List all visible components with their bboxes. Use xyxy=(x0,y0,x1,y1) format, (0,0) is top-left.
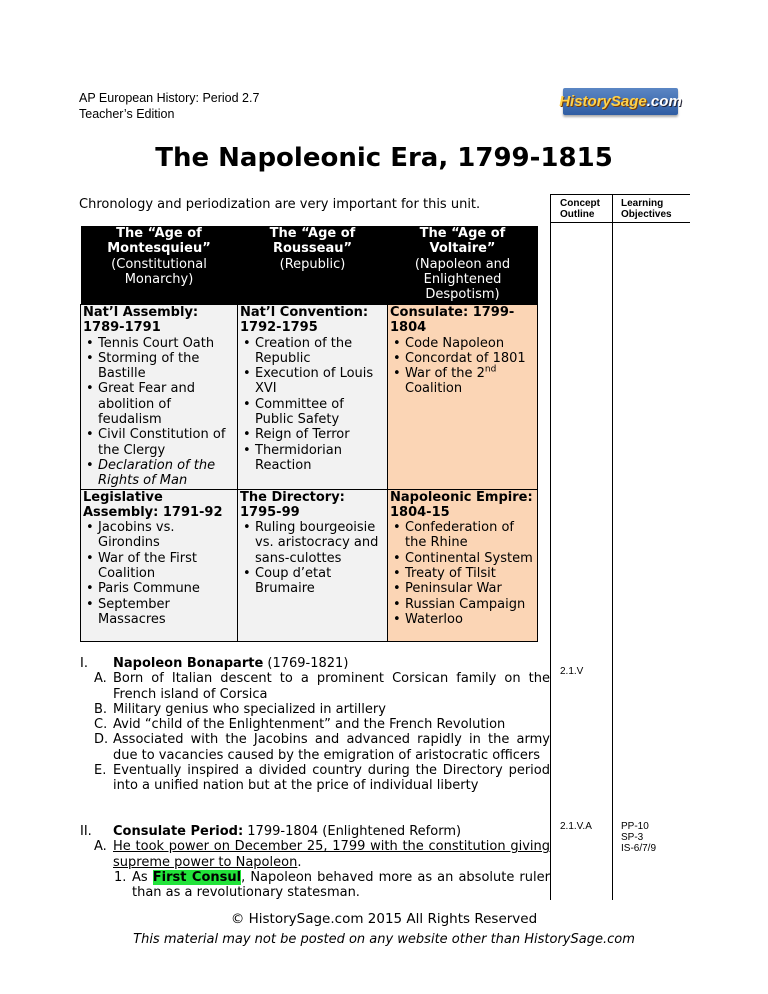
concept-ref-1: 2.1.V xyxy=(560,666,584,677)
course-title: AP European History: Period 2.7 xyxy=(79,91,260,105)
list-item: 1. As First Consul, Napoleon behaved more as an absolute ruler than as a revolutionary statesman. xyxy=(114,869,550,901)
footer-copyright: © HistorySage.com 2015 All Rights Reserved xyxy=(230,911,538,927)
cell-national-convention: Nat’l Convention: 1792-1795 • Creation of the Republic • Execution of Louis XVI • Committee of Public Safety • Reign of Terror • Thermidorian Reaction xyxy=(238,305,388,490)
side-rule-middle xyxy=(612,194,613,900)
cell-legislative-assembly: Legislative Assembly: 1791-92 • Jacobins vs. Girondins • War of the First Coalition • Paris Commune • September Massacres xyxy=(81,489,238,641)
intro-text: Chronology and periodization are very important for this unit. xyxy=(79,197,481,212)
chronology-table xyxy=(80,226,538,642)
cell-napoleonic-empire: Napoleonic Empire: 1804-15 • Confederation of the Rhine • Continental System • Treaty of Tilsit • Peninsular War • Russian Campaign • Waterloo xyxy=(388,489,538,641)
cell-national-assembly: Nat’l Assembly: 1789-1791 • Tennis Court Oath • Storming of the Bastille • Great Fear and abolition of feudalism • Civil Constitution of the Clergy • Declaration of the Rights of Man xyxy=(81,305,238,490)
outline-section-1 xyxy=(80,656,550,794)
list-item: E. Eventually inspired a divided country during the Directory period into a unified nation but at the price of individual liberty xyxy=(94,763,550,794)
side-header-rule xyxy=(550,222,690,223)
concept-outline-header: Concept Outline xyxy=(560,198,600,220)
header-montesquieu: The “Age of Montesquieu” (Constitutional Monarchy) xyxy=(81,226,238,305)
learning-objectives-header: Learning Objectives xyxy=(621,198,672,220)
list-item: C. Avid “child of the Enlightenment” and the French Revolution xyxy=(94,717,506,733)
footer-notice: This material may not be posted on any website other than HistorySage.com xyxy=(133,932,635,947)
header-rousseau: The “Age of Rousseau” (Republic) xyxy=(238,226,388,305)
edition-label: Teacher’s Edition xyxy=(79,107,175,121)
side-rule-left xyxy=(550,194,551,900)
list-item: A. He took power on December 25, 1799 with the constitution giving supreme power to Napoleon. xyxy=(94,839,550,870)
side-top-rule xyxy=(550,194,690,195)
section-title: Napoleon Bonaparte xyxy=(113,656,264,671)
highlighted-term: First Consul xyxy=(152,869,242,885)
logo-main: HistorySage xyxy=(559,93,647,110)
objectives-ref-2: PP-10 SP-3 IS-6/7/9 xyxy=(621,821,657,854)
list-item: A. Born of Italian descent to a prominent Corsican family on the French island of Corsica xyxy=(94,671,550,702)
historysage-logo[interactable] xyxy=(559,88,682,115)
document-header xyxy=(79,90,259,122)
logo-domain: .com xyxy=(646,93,682,110)
section-dates: 1799-1804 (Enlightened Reform) xyxy=(243,824,462,839)
section-number: I. xyxy=(80,656,88,671)
list-item: B. Military genius who specialized in artillery xyxy=(94,701,386,717)
section-number: II. xyxy=(80,824,92,839)
outline-section-2 xyxy=(80,824,550,900)
header-voltaire: The “Age of Voltaire” (Napoleon and Enlightened Despotism) xyxy=(388,226,538,305)
cell-consulate: Consulate: 1799-1804 • Code Napoleon • Concordat of 1801 • War of the 2nd Coalition xyxy=(388,305,538,490)
section-dates: (1769-1821) xyxy=(263,656,349,671)
cell-directory: The Directory: 1795-99 • Ruling bourgeoisie vs. aristocracy and sans-culottes • Coup d’etat Brumaire xyxy=(238,489,388,641)
section-title: Consulate Period: xyxy=(113,824,244,839)
table-header-row xyxy=(81,226,538,305)
table-row xyxy=(81,305,538,490)
table-row xyxy=(81,489,538,641)
list-item: D. Associated with the Jacobins and advanced rapidly in the army due to vacancies caused by the emigration of aristocratic officers xyxy=(94,732,550,763)
page-title: The Napoleonic Era, 1799-1815 xyxy=(155,143,613,173)
concept-ref-2: 2.1.V.A xyxy=(560,821,592,832)
